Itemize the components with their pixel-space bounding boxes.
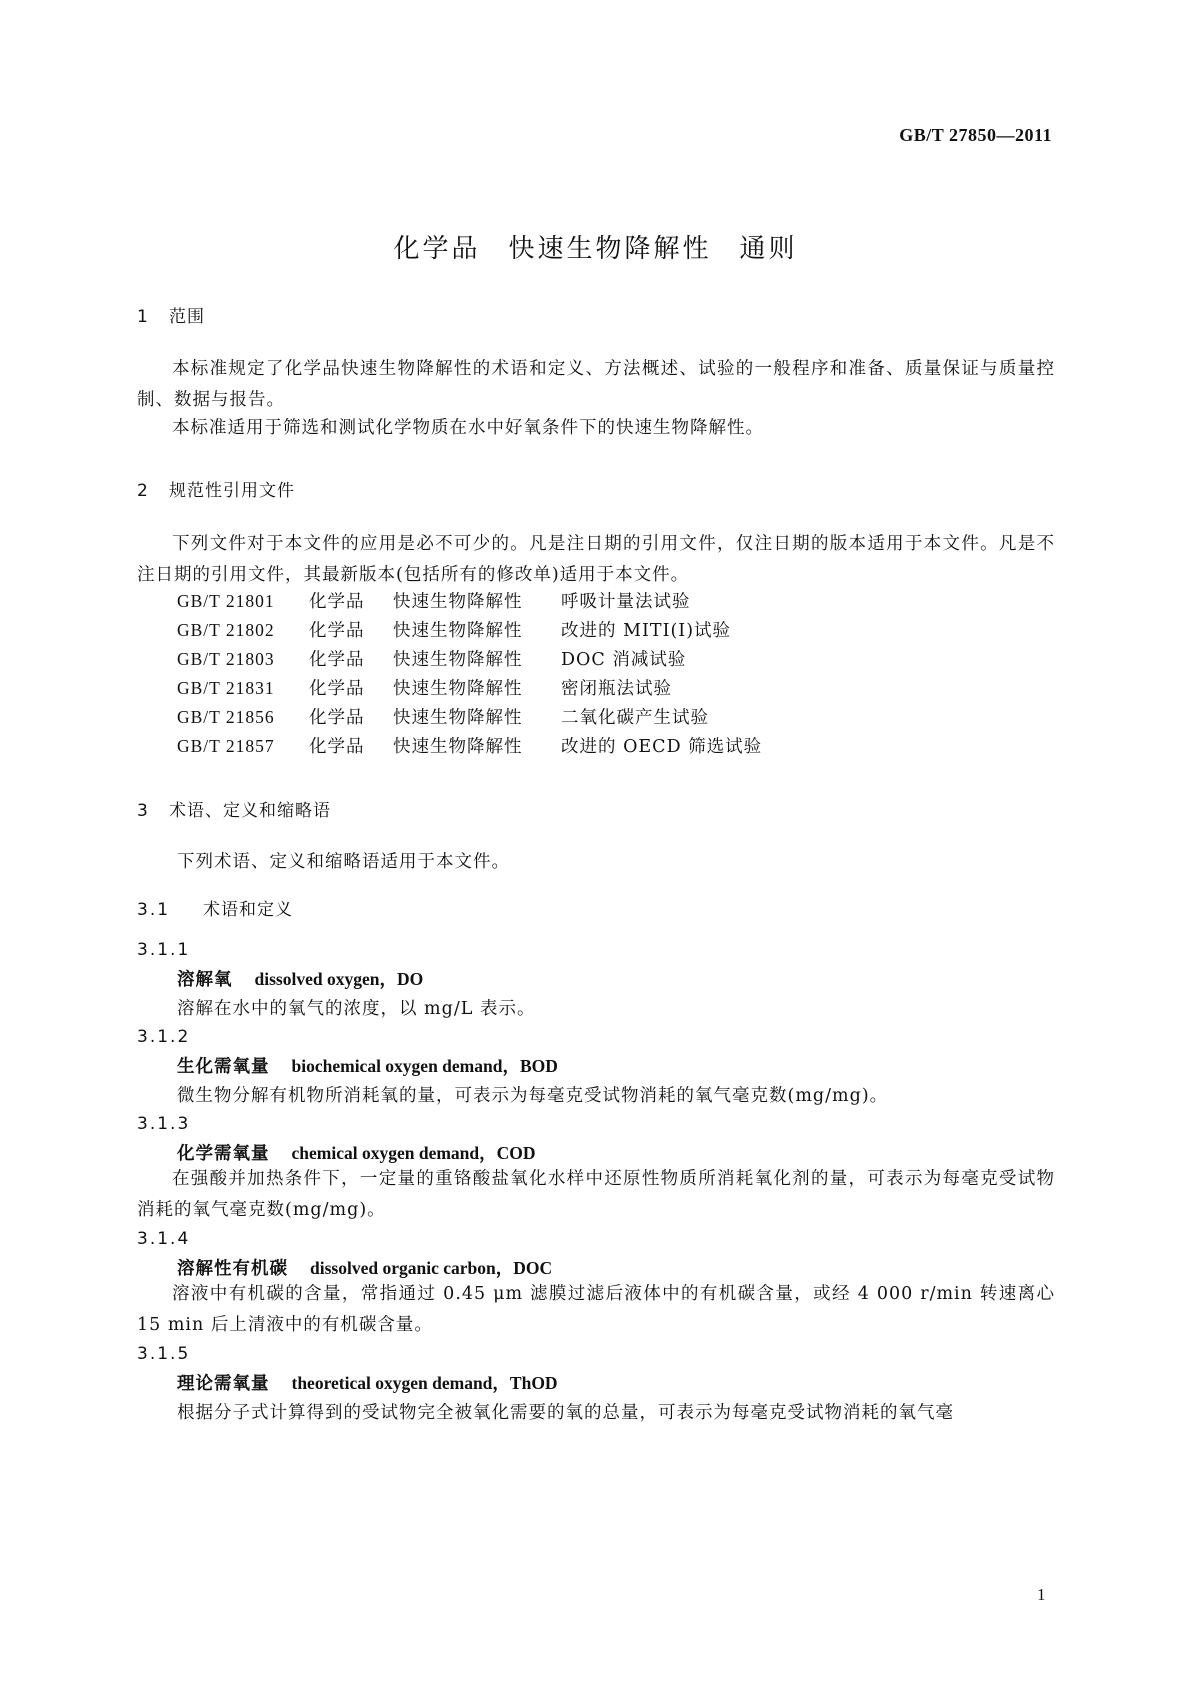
term-english: chemical oxygen demand，COD <box>291 1143 536 1163</box>
reference-part-1: 化学品 <box>309 708 365 728</box>
page-number: 1 <box>1037 1585 1046 1604</box>
term-english: biochemical oxygen demand，BOD <box>291 1056 558 1076</box>
section-3-paragraph-1: 下列术语、定义和缩略语适用于本文件。 <box>177 852 510 872</box>
reference-part-1: 化学品 <box>309 650 365 670</box>
reference-part-3: 呼吸计量法试验 <box>561 592 691 612</box>
reference-item <box>177 675 672 700</box>
reference-item <box>177 704 709 729</box>
term-definition: 溶液中有机碳的含量，常指通过 0.45 μm 滤膜过滤后液体中的有机碳含量，或经 4 000 r/min 转速离心 15 min 后上清液中的有机碳含量。 <box>137 1284 1055 1335</box>
title-part-3: 通则 <box>739 234 798 264</box>
section-1-paragraph-1: 本标准规定了化学品快速生物降解性的术语和定义、方法概述、试验的一般程序和准备、质量保证与质量控制、数据与报告。 <box>137 359 1055 410</box>
term-definition: 溶解在水中的氧气的浓度，以 mg/L 表示。 <box>177 999 536 1019</box>
document-title <box>0 228 1191 265</box>
term-number: 3.1.1 <box>137 940 191 960</box>
section-title: 规范性引用文件 <box>169 481 295 501</box>
term-definition: 根据分子式计算得到的受试物完全被氧化需要的氧的总量，可表示为每毫克受试物消耗的氧气毫 <box>177 1403 954 1423</box>
reference-item <box>177 733 762 758</box>
reference-part-2: 快速生物降解性 <box>393 621 523 641</box>
reference-part-2: 快速生物降解性 <box>393 737 523 757</box>
section-number: 2 <box>137 481 149 501</box>
section-number: 1 <box>137 307 149 327</box>
section-2-paragraph-1: 下列文件对于本文件的应用是必不可少的。凡是注日期的引用文件，仅注日期的版本适用于本文件。凡是不注日期的引用文件，其最新版本(包括所有的修改单)适用于本文件。 <box>137 534 1055 585</box>
reference-code: GB/T 21801 <box>177 591 275 611</box>
section-1-heading <box>137 302 205 327</box>
reference-part-3: DOC 消减试验 <box>561 650 687 670</box>
term-chinese: 溶解性有机碳 <box>177 1259 288 1279</box>
subsection-number: 3.1 <box>137 900 171 920</box>
term-heading <box>177 966 423 991</box>
reference-part-3: 二氧化碳产生试验 <box>561 708 709 728</box>
term-number: 3.1.4 <box>137 1229 191 1249</box>
term-chinese: 溶解氧 <box>177 970 233 990</box>
term-english: dissolved organic carbon，DOC <box>310 1258 553 1278</box>
title-part-1: 化学品 <box>393 234 481 264</box>
reference-part-2: 快速生物降解性 <box>393 708 523 728</box>
term-number: 3.1.3 <box>137 1114 191 1134</box>
term-number: 3.1.2 <box>137 1027 191 1047</box>
subsection-title: 术语和定义 <box>203 900 293 920</box>
section-1-paragraph-2: 本标准适用于筛选和测试化学物质在水中好氧条件下的快速生物降解性。 <box>172 418 764 438</box>
reference-part-2: 快速生物降解性 <box>393 650 523 670</box>
reference-item <box>177 588 691 613</box>
term-english: theoretical oxygen demand，ThOD <box>291 1373 558 1393</box>
reference-code: GB/T 21803 <box>177 649 275 669</box>
section-title: 范围 <box>169 307 205 327</box>
reference-code: GB/T 21831 <box>177 678 275 698</box>
subsection-3-1-heading <box>137 895 293 920</box>
reference-part-3: 密闭瓶法试验 <box>561 679 672 699</box>
term-heading <box>177 1370 558 1395</box>
term-chinese: 生化需氧量 <box>177 1057 270 1077</box>
reference-part-2: 快速生物降解性 <box>393 679 523 699</box>
reference-part-1: 化学品 <box>309 679 365 699</box>
section-3-heading <box>137 796 331 821</box>
term-chinese: 化学需氧量 <box>177 1144 270 1164</box>
term-number: 3.1.5 <box>137 1344 191 1364</box>
term-english: dissolved oxygen，DO <box>254 969 424 989</box>
reference-part-1: 化学品 <box>309 737 365 757</box>
section-2-heading <box>137 476 295 501</box>
term-heading <box>177 1140 536 1165</box>
reference-part-1: 化学品 <box>309 621 365 641</box>
section-title: 术语、定义和缩略语 <box>169 801 331 821</box>
title-part-2: 快速生物降解性 <box>508 234 712 264</box>
reference-item <box>177 646 686 671</box>
reference-part-3: 改进的 MITI(Ⅰ)试验 <box>561 621 732 641</box>
term-heading <box>177 1255 552 1280</box>
reference-code: GB/T 21856 <box>177 707 275 727</box>
reference-part-2: 快速生物降解性 <box>393 592 523 612</box>
reference-part-3: 改进的 OECD 筛选试验 <box>561 737 763 757</box>
section-number: 3 <box>137 801 149 821</box>
term-definition: 在强酸并加热条件下，一定量的重铬酸盐氧化水样中还原性物质所消耗氧化剂的量，可表示为每毫克受试物消耗的氧气毫克数(mg/mg)。 <box>137 1169 1055 1220</box>
term-heading <box>177 1053 558 1078</box>
reference-code: GB/T 21802 <box>177 620 275 640</box>
term-chinese: 理论需氧量 <box>177 1374 270 1394</box>
reference-part-1: 化学品 <box>309 592 365 612</box>
standard-code: GB/T 27850—2011 <box>899 125 1052 145</box>
term-definition: 微生物分解有机物所消耗氧的量，可表示为每毫克受试物消耗的氧气毫克数(mg/mg)。 <box>177 1086 889 1106</box>
reference-item <box>177 617 731 642</box>
reference-code: GB/T 21857 <box>177 736 275 756</box>
